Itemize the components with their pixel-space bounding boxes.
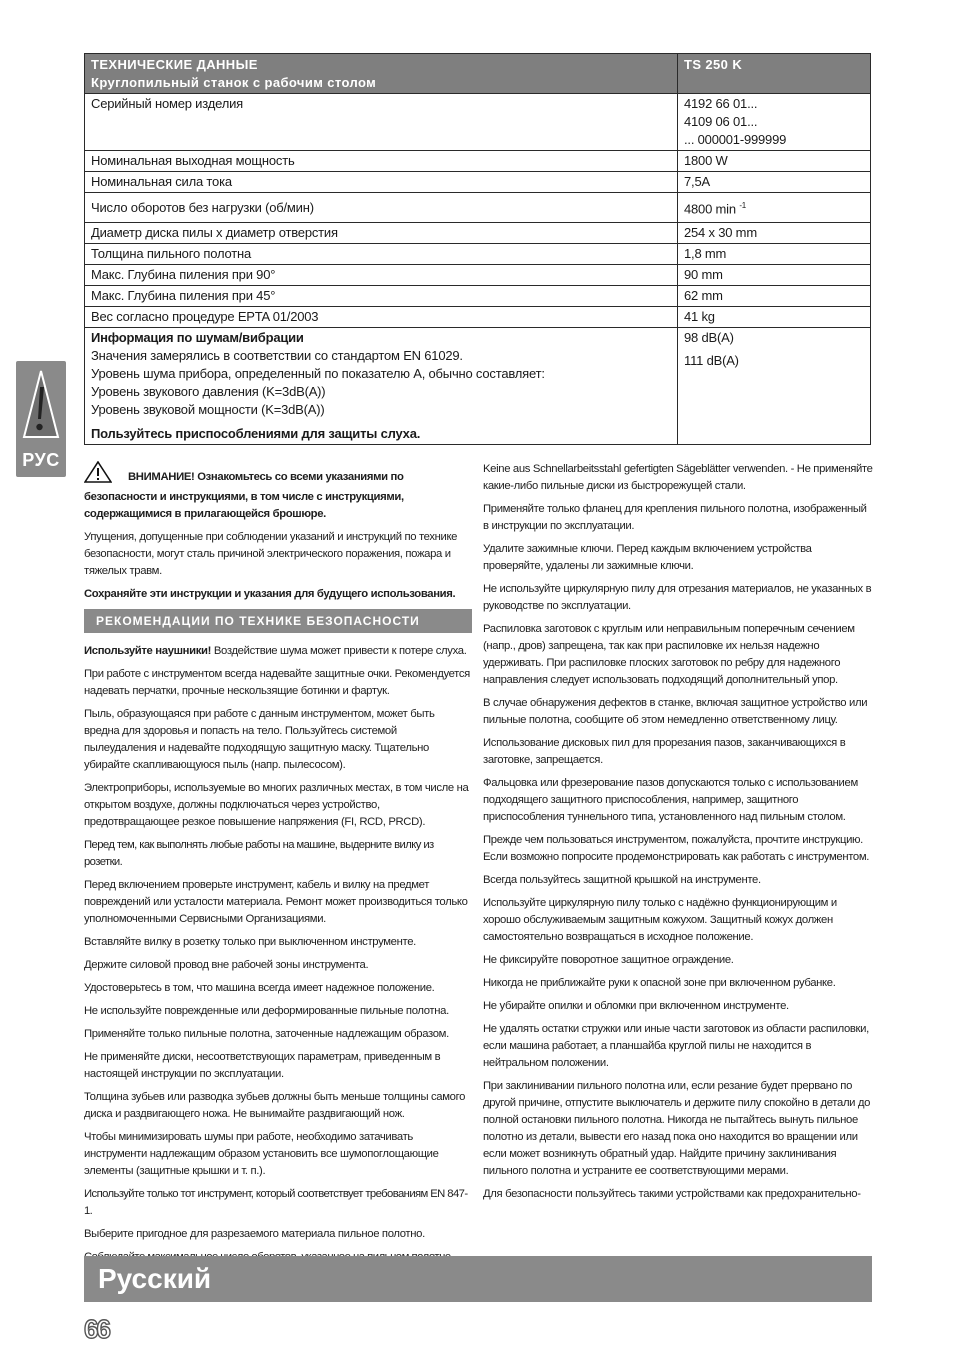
spec-row bbox=[85, 286, 871, 307]
spec-value-line: 4109 06 01... bbox=[684, 114, 758, 129]
noise-value: 98 dB(A) bbox=[684, 330, 734, 345]
spec-header-title: ТЕХНИЧЕСКИЕ ДАННЫЕ bbox=[91, 57, 258, 72]
spec-row bbox=[85, 307, 871, 328]
spec-label: Число оборотов без нагрузки (об/мин) bbox=[85, 193, 678, 223]
paragraph: Используйте только тот инструмент, который соответствует требованиям EN 847-1. bbox=[84, 1188, 468, 1217]
paragraph: Пыль, образующаяся при работе с данным инструментом, может быть вредна для здоровья и попасть на тело. Пользуйтесь системой пылеудаления и надевайте подходящую защитную маску. Тщательно убирайте скапливающуюся пыль (напр. пылесосом). bbox=[84, 708, 435, 771]
warning-first-line bbox=[84, 461, 472, 489]
spec-label: Макс. Глубина пиления при 90° bbox=[85, 265, 678, 286]
paragraph: Удостоверьтесь в том, что машина всегда имеет надежное положение. bbox=[84, 982, 435, 994]
right-column bbox=[483, 461, 873, 1209]
paragraph: Упущения, допущенные при соблюдении указаний и инструкций по технике безопасности, могут сталь причиной электрического поражения, пожара и тяжелых травм. bbox=[84, 531, 458, 577]
paragraph: Не применяйте диски, несоответствующих параметрам, приведенным в настоящей инструкции по эксплуатации. bbox=[84, 1051, 441, 1080]
save-note: Сохраняйте эти инструкции и указания для будущего использования. bbox=[84, 588, 456, 600]
paragraph: Применяйте только фланец для крепления пильного полотна, изображенный в инструкции по эксплуатации. bbox=[483, 503, 867, 532]
warning-text: ВНИМАНИЕ! Ознакомьтесь со всеми указаниями по bbox=[128, 471, 404, 483]
spec-value-line: ... 000001-999999 bbox=[684, 132, 787, 147]
spec-label: Диаметр диска пилы x диаметр отверстия bbox=[85, 223, 678, 244]
spec-value-sup: -1 bbox=[739, 200, 747, 210]
warning-text: содержащимися в прилагающейся брошюре. bbox=[84, 508, 326, 520]
paragraph: Толщина зубьев или разводка зубьев должны быть меньше толщины самого диска и раздвигающего ножа. Не вынимайте раздвигающий нож. bbox=[84, 1091, 466, 1120]
spec-value: 1800 W bbox=[678, 151, 871, 172]
spec-row bbox=[85, 265, 871, 286]
paragraph: Не используйте поврежденные или деформированные пильные полотна. bbox=[84, 1005, 449, 1017]
spec-label: Макс. Глубина пиления при 45° bbox=[85, 286, 678, 307]
paragraph: Фальцовка или фрезерование пазов допускаются только с использованием подходящего защитного приспособления, например, защитного приспособления туннельного типа, установленного над пильным столом. bbox=[483, 777, 858, 823]
noise-line: Уровень звукового давления (K=3dB(A)) bbox=[91, 384, 326, 399]
paragraph: Использование дисковых пил для прорезания пазов, заканчивающихся в заготовке, запрещается. bbox=[483, 737, 846, 766]
paragraph: Для безопасности пользуйтесь такими устройствами как предохранительно- bbox=[483, 1188, 861, 1200]
paragraph: В случае обнаружения дефектов в станке, включая защитное устройство или пильные полотна, сообщите об этом немедленно ответственному лицу. bbox=[483, 697, 868, 726]
spec-row-noise bbox=[85, 328, 871, 445]
spec-label: Толщина пильного полотна bbox=[85, 244, 678, 265]
spec-label: Номинальная сила тока bbox=[85, 172, 678, 193]
left-column bbox=[84, 461, 472, 1272]
footer-language-bar: Русский bbox=[84, 1256, 872, 1302]
paragraph bbox=[84, 643, 472, 660]
spec-value: 41 kg bbox=[678, 307, 871, 328]
noise-value: 111 dB(A) bbox=[684, 353, 739, 368]
spec-value: 62 mm bbox=[678, 286, 871, 307]
paragraph: Электроприборы, используемые во многих различных местах, в том числе на открытом воздухе, должны подключаться через устройство, предотвращающее резкое повышение напряжения (FI, RCD, PRCD). bbox=[84, 782, 469, 828]
spec-row bbox=[85, 193, 871, 223]
paragraph: Чтобы минимизировать шумы при работе, необходимо затачивать инструменти надлежащим образом установить все шумопоглощающие элементы (защитные крышки и т. п.). bbox=[84, 1131, 439, 1177]
paragraph: Перед тем, как выполнять любые работы на машине, выдерните вилку из розетки. bbox=[84, 839, 434, 868]
warning-triangle-icon bbox=[84, 461, 112, 489]
noise-line: Уровень звуковой мощности (K=3dB(A)) bbox=[91, 402, 325, 417]
paragraph: Никогда не приближайте руки к опасной зоне при включенном рубанке. bbox=[483, 977, 836, 989]
spec-row bbox=[85, 172, 871, 193]
warning-text: безопасности и инструкциями, в том числе с инструкциями, bbox=[84, 491, 404, 503]
paragraph: Не фиксируйте поворотное защитное ограждение. bbox=[483, 954, 734, 966]
paragraph: Распиловка заготовок с круглым или неправильным поперечным сечением (напр., дров) запрещена, так как при распиловке их нельзя надежно удерживать. При распиловке плоских заготовок по ребру для надежного направления следует использовать подходящий дополнительный упор. bbox=[483, 623, 855, 686]
paragraph: Применяйте только пильные полотна, заточенные надлежащим образом. bbox=[84, 1028, 449, 1040]
noise-values-cell bbox=[678, 328, 871, 445]
warning-block bbox=[84, 461, 472, 523]
spec-value bbox=[678, 94, 871, 151]
paragraph: Используйте циркулярную пилу только с надёжно функционирующим и хорошо обслуживаемым защитным кожухом. Защитный кожух должен самостоятельно возвращаться в исходное положение. bbox=[483, 897, 837, 943]
headphones-text: Воздействие шума может привести к потере слуха. bbox=[211, 645, 467, 657]
spec-value-line: 4192 66 01... bbox=[684, 96, 758, 111]
spec-header-cell bbox=[85, 54, 678, 94]
spec-label: Номинальная выходная мощность bbox=[85, 151, 678, 172]
spec-header-subtitle: Круглопильный станок с рабочим столом bbox=[91, 75, 377, 90]
paragraph: Держите силовой провод вне рабочей зоны инструмента. bbox=[84, 959, 369, 971]
paragraph: Не используйте циркулярную пилу для отрезания материалов, не указанных в руководстве по эксплуатации. bbox=[483, 583, 872, 612]
paragraph: При работе с инструментом всегда надевайте защитные очки. Рекомендуется надевать перчатки, прочные нескользящие ботинки и фартук. bbox=[84, 668, 470, 697]
spec-row bbox=[85, 94, 871, 151]
paragraph: При заклинивании пильного полотна или, если резание будет прервано по другой причине, отпустите выключатель и держите пилу спокойно в детали до полной остановки пильного полотна. Никогда не пытайтесь вынуть пильное полотно из детали, вывести его назад пока оно находится во вращении или если может возникнуть обратный удар. Найдите причину заклинивания пильного полотна и устраните ее соответствующими мерами. bbox=[483, 1080, 871, 1177]
spec-model: TS 250 K bbox=[678, 54, 871, 94]
section-heading: РЕКОМЕНДАЦИИ ПО ТЕХНИКЕ БЕЗОПАСНОСТИ bbox=[84, 609, 472, 633]
headphones-bold: Используйте наушники! bbox=[84, 645, 212, 657]
exclamation-icon bbox=[22, 369, 60, 441]
spec-label: Серийный номер изделия bbox=[85, 94, 678, 151]
spec-row bbox=[85, 151, 871, 172]
spec-value: 7,5A bbox=[678, 172, 871, 193]
spec-value: 254 x 30 mm bbox=[678, 223, 871, 244]
spec-table bbox=[84, 53, 871, 445]
spec-value-text: 4800 min bbox=[684, 201, 736, 217]
noise-title: Информация по шумам/вибрации bbox=[91, 330, 304, 345]
spec-table-header bbox=[85, 54, 871, 94]
language-label: РУС bbox=[22, 450, 60, 470]
paragraph: Прежде чем пользоваться инструментом, пожалуйста, прочтите инструкцию. Если возможно попросите продемонстрировать как работать с инструментом. bbox=[483, 834, 870, 863]
spec-row bbox=[85, 244, 871, 265]
page-number: 66 bbox=[84, 1314, 109, 1344]
paragraph: Всегда пользуйтесь защитной крышкой на инструменте. bbox=[483, 874, 761, 886]
spec-value bbox=[678, 193, 871, 223]
noise-warning: Пользуйтесь приспособлениями для защиты слуха. bbox=[91, 426, 421, 441]
noise-line: Уровень шума прибора, определенный по показателю A, обычно составляет: bbox=[91, 366, 545, 381]
paragraph: Не убирайте опилки и обломки при включенном инструменте. bbox=[483, 1000, 789, 1012]
paragraph: Не удалять остатки стружки или иные части заготовок из области распиловки, если машина работает, а планшайба круглой пилы не находится в нейтральном положении. bbox=[483, 1023, 869, 1069]
spec-value: 90 mm bbox=[678, 265, 871, 286]
language-tab bbox=[16, 361, 66, 477]
paragraph: Вставляйте вилку в розетку только при выключенном инструменте. bbox=[84, 936, 416, 948]
paragraph: Перед включением проверьте инструмент, кабель и вилку на предмет повреждений или усталости материала. Ремонт может производиться только уполномоченными Сервисными Организациями. bbox=[84, 879, 468, 925]
noise-line: Значения замерялись в соответствии со стандартом EN 61029. bbox=[91, 348, 463, 363]
spec-label: Вес согласно процедуре EPTA 01/2003 bbox=[85, 307, 678, 328]
paragraph: Keine aus Schnellarbeitsstahl gefertigten Sägeblätter verwenden. - Не применяйте какие-либо пильные диски из быстрорежущей стали. bbox=[483, 463, 873, 492]
noise-info-cell bbox=[85, 328, 678, 445]
spec-row bbox=[85, 223, 871, 244]
paragraph: Удалите зажимные ключи. Перед каждым включением устройства проверяйте, удалены ли зажимные ключи. bbox=[483, 543, 812, 572]
paragraph: Выберите пригодное для разрезаемого материала пильное полотно. bbox=[84, 1228, 425, 1240]
spec-value: 1,8 mm bbox=[678, 244, 871, 265]
